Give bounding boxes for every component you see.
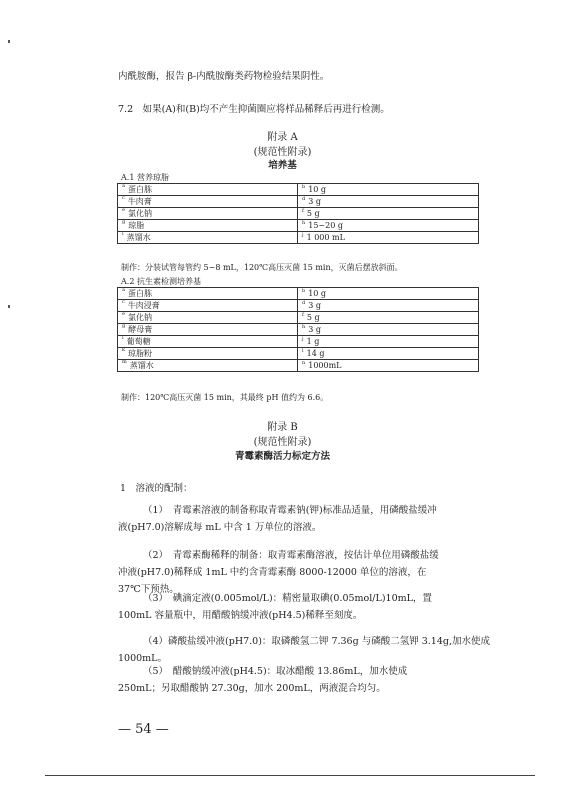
row-tag: f <box>302 312 304 318</box>
a2-table-body <box>118 288 479 372</box>
row-tag: a <box>122 183 125 189</box>
amount-text: 3 g <box>308 301 321 310</box>
appendix-b-type: (规范性附录) <box>253 437 312 448</box>
paragraph-3: （3） 碘滴定液(0.005mol/L)：精密量取碘(0.05mol/L)10mL，置 100mL 容量瓶中，用醋酸钠缓冲液(pH4.5)稀释至刻度。 <box>118 593 432 621</box>
amount-cell <box>298 220 479 232</box>
ingredient-cell <box>118 288 298 300</box>
amount-text: 1 g <box>306 337 320 346</box>
ingredient-text: 琼脂粉 <box>128 349 153 358</box>
table-row <box>118 300 479 312</box>
row-tag: k <box>122 347 126 353</box>
a1-heading: A.1 营养琼脂 <box>121 173 169 182</box>
table-row <box>118 312 479 324</box>
ingredient-text: 蒸馏水 <box>129 361 154 370</box>
ingredient-text: 蛋白胨 <box>127 185 152 194</box>
a1-recipe-table <box>117 183 479 244</box>
table-row <box>118 220 479 232</box>
ingredient-text: 蛋白胨 <box>127 289 152 298</box>
ingredient-cell <box>118 232 298 244</box>
amount-cell <box>298 288 479 300</box>
ingredient-text: 蒸馏水 <box>126 233 151 242</box>
ingredient-cell <box>118 336 298 348</box>
row-tag: l <box>302 348 304 354</box>
row-tag: g <box>122 323 126 329</box>
row-tag: f <box>302 208 304 214</box>
table-row <box>118 360 479 372</box>
row-tag: a <box>122 287 125 293</box>
ingredient-cell <box>118 196 298 208</box>
paragraph-2: （2） 青霉素酶稀释的制备：取青霉素酶溶液，按估计单位用磷酸盐缓冲液(pH7.0)稀释成 1mL 中约含青霉素酶 8000-12000 单位的溶液，在 37℃下预热。 <box>118 550 439 595</box>
a1-table-body <box>118 184 479 244</box>
row-tag: j <box>302 232 304 238</box>
appendix-b-name: 青霉素酶活力标定方法 <box>234 451 330 462</box>
row-tag: i <box>122 231 124 237</box>
amount-cell <box>298 312 479 324</box>
row-tag: b <box>302 288 306 294</box>
amount-text: 5 g <box>306 209 320 218</box>
scan-mark-left-top <box>8 40 10 43</box>
row-tag: h <box>302 220 306 226</box>
row-tag: b <box>302 184 306 190</box>
row-tag: e <box>122 311 125 317</box>
amount-cell <box>298 324 479 336</box>
ingredient-cell <box>118 208 298 220</box>
amount-cell <box>298 184 479 196</box>
row-tag: c <box>122 299 125 305</box>
ingredient-cell <box>118 220 298 232</box>
ingredient-cell <box>118 184 298 196</box>
table-row <box>118 336 479 348</box>
amount-text: 3 g <box>308 325 321 334</box>
amount-cell <box>298 360 479 372</box>
row-tag: n <box>302 360 306 366</box>
amount-text: 10 g <box>308 289 327 298</box>
amount-text: 1000mL <box>308 361 342 370</box>
appendix-b-title: 附录 B <box>267 422 298 433</box>
row-tag: h <box>302 324 306 330</box>
row-tag: m <box>122 359 127 365</box>
row-tag: i <box>122 335 124 341</box>
amount-text: 3 g <box>308 197 321 206</box>
row-tag: g <box>122 219 126 225</box>
ingredient-text: 琼脂 <box>128 221 145 230</box>
a2-note: 制作：120℃高压灭菌 15 min，其最终 pH 值约为 6.6。 <box>121 393 329 402</box>
a2-heading: A.2 抗生素检测培养基 <box>121 277 201 286</box>
section-7-2: 7.2 如果(A)和(B)均不产生抑菌圈应将样品稀释后再进行检测。 <box>118 104 390 115</box>
a2-recipe-table <box>117 287 479 372</box>
table-row <box>118 232 479 244</box>
section-1-heading: 1 溶液的配制： <box>120 483 193 494</box>
amount-text: 14 g <box>306 349 325 358</box>
amount-cell <box>298 196 479 208</box>
appendix-a-type: (规范性附录) <box>253 147 312 158</box>
ingredient-cell <box>118 348 298 360</box>
amount-text: 10 g <box>308 185 327 194</box>
a1-note: 制作：分装试管每管约 5~8 mL，120℃高压灭菌 15 min，灭菌后摆放斜面。 <box>121 263 403 272</box>
ingredient-text: 牛肉膏 <box>127 197 152 206</box>
table-row <box>118 288 479 300</box>
ingredient-cell <box>118 300 298 312</box>
table-row <box>118 208 479 220</box>
ingredient-text: 氯化钠 <box>127 313 152 322</box>
ingredient-cell <box>118 324 298 336</box>
ingredient-cell <box>118 312 298 324</box>
table-row <box>118 324 479 336</box>
ingredient-text: 酵母膏 <box>128 325 153 334</box>
row-tag: c <box>122 195 125 201</box>
amount-cell <box>298 348 479 360</box>
amount-cell <box>298 232 479 244</box>
appendix-a-name: 培养基 <box>268 160 297 171</box>
ingredient-text: 氯化钠 <box>127 209 152 218</box>
paragraph-5: （5） 醋酸钠缓冲液(pH4.5)：取冰醋酸 13.86mL，加水使成 250mL；另取醋酸钠 27.30g，加水 200mL，两液混合均匀。 <box>118 666 408 694</box>
page-number: — 54 — <box>118 722 169 737</box>
table-row <box>118 196 479 208</box>
table-row <box>118 348 479 360</box>
amount-cell <box>298 208 479 220</box>
amount-text: 15~20 g <box>308 221 343 230</box>
row-tag: j <box>302 336 304 342</box>
table-row <box>118 184 479 196</box>
bottom-rule <box>45 775 535 776</box>
scan-mark-left-mid <box>8 305 10 308</box>
row-tag: d <box>302 196 306 202</box>
ingredient-text: 葡萄糖 <box>126 337 151 346</box>
paragraph-1: （1） 青霉素溶液的制备称取青霉素钠(钾)标准品适量，用磷酸盐缓冲液(pH7.0)溶解成每 mL 中含 1 万单位的溶液。 <box>118 505 437 533</box>
amount-text: 5 g <box>306 313 320 322</box>
row-tag: d <box>302 300 306 306</box>
amount-text: 1 000 mL <box>306 233 345 242</box>
amount-cell <box>298 300 479 312</box>
ingredient-text: 牛肉浸膏 <box>127 301 160 310</box>
row-tag: e <box>122 207 125 213</box>
paragraph-4: （4）磷酸盐缓冲液(pH7.0)：取磷酸氢二钾 7.36g 与磷酸二氢钾 3.14g,加水使成 1000mL。 <box>118 636 490 664</box>
top-text: 内酰胺酶，报告 β-内酰胺酶类药物检验结果阴性。 <box>118 71 330 82</box>
ingredient-cell <box>118 360 298 372</box>
appendix-a-title: 附录 A <box>267 132 298 143</box>
amount-cell <box>298 336 479 348</box>
